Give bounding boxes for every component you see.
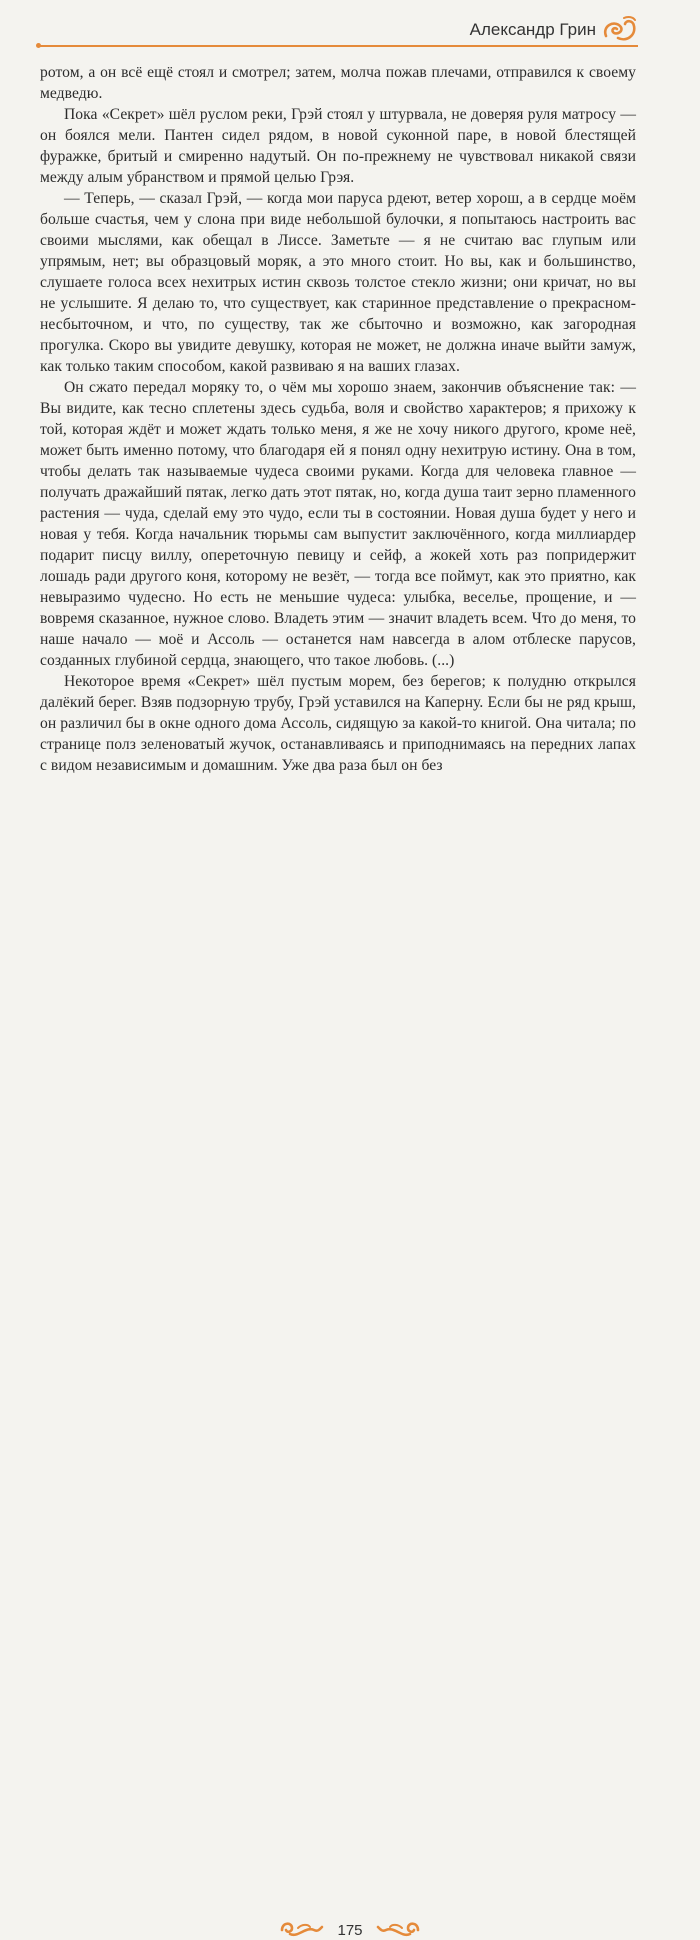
left-swirl-ornament-icon xyxy=(278,1918,324,1940)
paragraph: Некоторое время «Секрет» шёл пустым морем, без берегов; к полудню открылся далёкий берег. Взяв подзорную трубу, Грэй уставился на Каперну. Если бы не ряд крыш, он различил бы в окне одного дома Ассоль, сидящую за какой-то книгой. Она читала; по странице полз зеленоватый жучок, останавливаясь и приподнимаясь на передних лапах с видом независимым и домашним. Уже два раза был он без xyxy=(40,673,636,774)
paragraph: — Теперь, — сказал Грэй, — когда мои паруса рдеют, ветер хорош, а в сердце моём больше счастья, чем у слона при виде небольшой булочки, я попытаюсь настроить вас своими мыслями, как обещал в Лиссе. Заметьте — я не считаю вас глупым или упрямым, нет; вы образцовый моряк, а это много стоит. Но вы, как и большинство, слушаете голоса всех нехитрых истин сквозь толстое стекло жизни; они кричат, но вы не услышите. Я делаю то, что существует, как старинное представление о прекрасном-несбыточном, и что, по существу, так же сбыточно и возможно, как загородная прогулка. Скоро вы увидите девушку, которая не может, не должна иначе выйти замуж, как только таким способом, какой развиваю я на ваших глазах. xyxy=(40,190,636,375)
page-header xyxy=(0,0,700,50)
paragraph: Пока «Секрет» шёл руслом реки, Грэй стоял у штурвала, не доверяя руля матросу — он боялся мели. Пантен сидел рядом, в новой суконной паре, в новой блестящей фуражке, бритый и смиренно надутый. Он по-прежнему не чувствовал никакой связи между алым убранством и прямой целью Грэя. xyxy=(40,106,636,186)
right-swirl-ornament-icon xyxy=(376,1918,422,1940)
page-number: 175 xyxy=(337,1922,363,1939)
header-rule xyxy=(38,45,638,47)
body-text xyxy=(40,62,636,776)
swirl-ornament-icon xyxy=(600,14,640,46)
page-footer xyxy=(0,960,700,1939)
running-header-author: Александр Грин xyxy=(469,20,596,39)
paragraph-continuation: ротом, а он всё ещё стоял и смотрел; затем, молча пожав плечами, отправился к своему медведю. xyxy=(40,64,636,102)
paragraph: Он сжато передал моряку то, о чём мы хорошо знаем, закончив объяснение так: — Вы видите, как тесно сплетены здесь судьба, воля и свойство характеров; я прихожу к той, которая ждёт и может ждать только меня, я же не хочу никого другого, кроме неё, может быть именно потому, что благодаря ей я понял одну нехитрую истину. Она в том, чтобы делать так называемые чудеса своими руками. Когда для человека главное — получать дражайший пятак, легко дать этот пятак, но, когда душа таит зерно пламенного растения — чуда, сделай ему это чудо, если ты в состоянии. Новая душа будет у него и новая у тебя. Когда начальник тюрьмы сам выпустит заключённого, когда миллиардер подарит писцу виллу, опереточную певицу и сейф, а жокей хоть раз попридержит лошадь ради другого коня, которому не везёт, — тогда все поймут, как это приятно, как невыразимо чудесно. Но есть не меньшие чудеса: улыбка, веселье, прощение, и — вовремя сказанное, нужное слово. Владеть этим — значит владеть всем. Что до меня, то наше начало — моё и Ассоль — останется нам навсегда в алом отблеске парусов, созданных глубиной сердца, знающего, что такое любовь. (...) xyxy=(40,379,636,669)
